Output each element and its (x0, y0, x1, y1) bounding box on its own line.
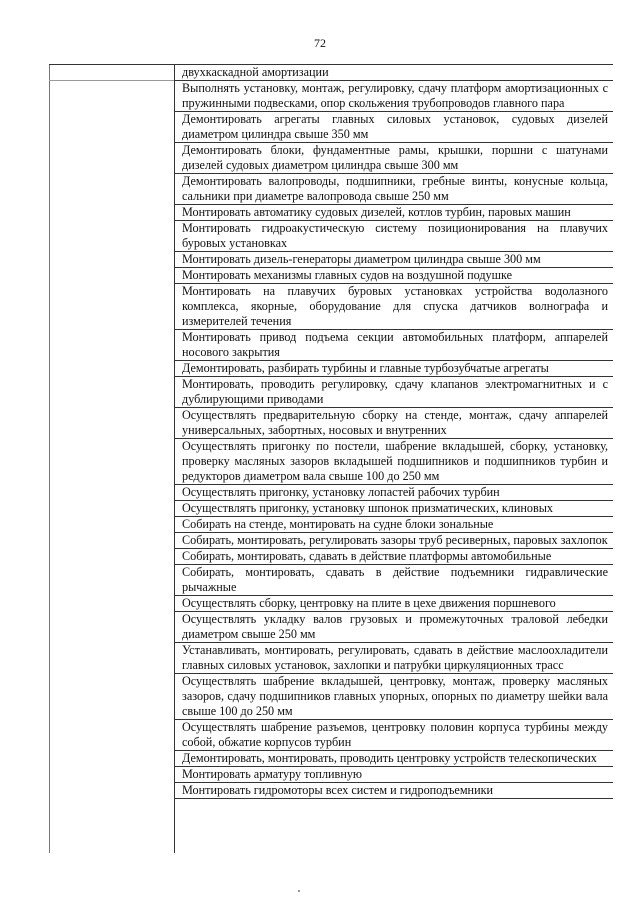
table-row: Собирать, монтировать, сдавать в действие платформы автомобильные (175, 549, 613, 565)
table-row: Монтировать гидромоторы всех систем и гидроподъемники (175, 783, 613, 799)
page-number: 72 (314, 36, 326, 50)
table-row: Демонтировать валопроводы, подшипники, гребные винты, конусные кольца, сальники при диаметре валопровода свыше 250 мм (175, 174, 613, 205)
table-row: Демонтировать, монтировать, проводить центровку устройств телескопических (175, 751, 613, 767)
table-row: Монтировать гидроакустическую систему позиционирования на плавучих буровых установках (175, 221, 613, 252)
table-row: Демонтировать, разбирать турбины и главные турбозубчатые агрегаты (175, 361, 613, 377)
table-row: Собирать на стенде, монтировать на судне блоки зональные (175, 517, 613, 533)
table-row: двухкаскадной амортизации (175, 65, 613, 81)
table-row: Осуществлять пригонку, установку лопастей рабочих турбин (175, 485, 613, 501)
table-row: Осуществлять сборку, центровку на плите в цехе движения поршневого (175, 596, 613, 612)
table-row: Монтировать привод подъема секции автомобильных платформ, аппарелей носового закрытия (175, 330, 613, 361)
table-row: Демонтировать блоки, фундаментные рамы, крышки, поршни с шатунами дизелей судовых диаметром цилиндра свыше 300 мм (175, 143, 613, 174)
table-row: Осуществлять предварительную сборку на стенде, монтаж, сдачу аппарелей универсальных, забортных, носовых и внутренних (175, 408, 613, 439)
table-row: Устанавливать, монтировать, регулировать, сдавать в действие маслоохладители главных силовых установок, захлопки и патрубки циркуляционных трасс (175, 643, 613, 674)
table-row: Монтировать автоматику судовых дизелей, котлов турбин, паровых машин (175, 205, 613, 221)
table-row: Монтировать арматуру топливную (175, 767, 613, 783)
table-row: Монтировать на плавучих буровых установках устройства водолазного комплекса, якорные, оборудование для спуска датчиков волнографа и измерителей течения (175, 284, 613, 330)
scan-artifact (298, 890, 300, 892)
table-row: Осуществлять шабрение разъемов, центровку половин корпуса турбины между собой, обжатие корпусов турбин (175, 720, 613, 751)
table-row: Собирать, монтировать, регулировать зазоры труб ресиверных, паровых захлопок (175, 533, 613, 549)
table-row: Монтировать механизмы главных судов на воздушной подушке (175, 268, 613, 284)
table-row: Монтировать дизель-генераторы диаметром цилиндра свыше 300 мм (175, 252, 613, 268)
table-row: Собирать, монтировать, сдавать в действие подъемники гидравлические рычажные (175, 565, 613, 596)
table-row: Осуществлять пригонку по постели, шабрение вкладышей, сборку, установку, проверку масляных зазоров вкладышей подшипников и подшипников турбин и редукторов диаметром вала свыше 100 до 250 мм (175, 439, 613, 485)
table-row: Осуществлять укладку валов грузовых и промежуточных траловой лебедки диаметром свыше 250 мм (175, 612, 613, 643)
table-row: Осуществлять шабрение вкладышей, центровку, монтаж, проверку масляных зазоров, сдачу подшипников главных упорных, опорных по диаметру шейки вала свыше 100 до 250 мм (175, 674, 613, 720)
work-list-table (49, 64, 613, 799)
table-row: Монтировать, проводить регулировку, сдачу клапанов электромагнитных и с дублирующими приводами (175, 377, 613, 408)
table-row: Выполнять установку, монтаж, регулировку, сдачу платформ амортизационных с пружинными подвесками, опор скольжения трубопроводов главного пара (175, 81, 613, 112)
table-row: Демонтировать агрегаты главных силовых установок, судовых дизелей диаметром цилиндра свыше 350 мм (175, 112, 613, 143)
table-row: Осуществлять пригонку, установку шпонок призматических, клиновых (175, 501, 613, 517)
